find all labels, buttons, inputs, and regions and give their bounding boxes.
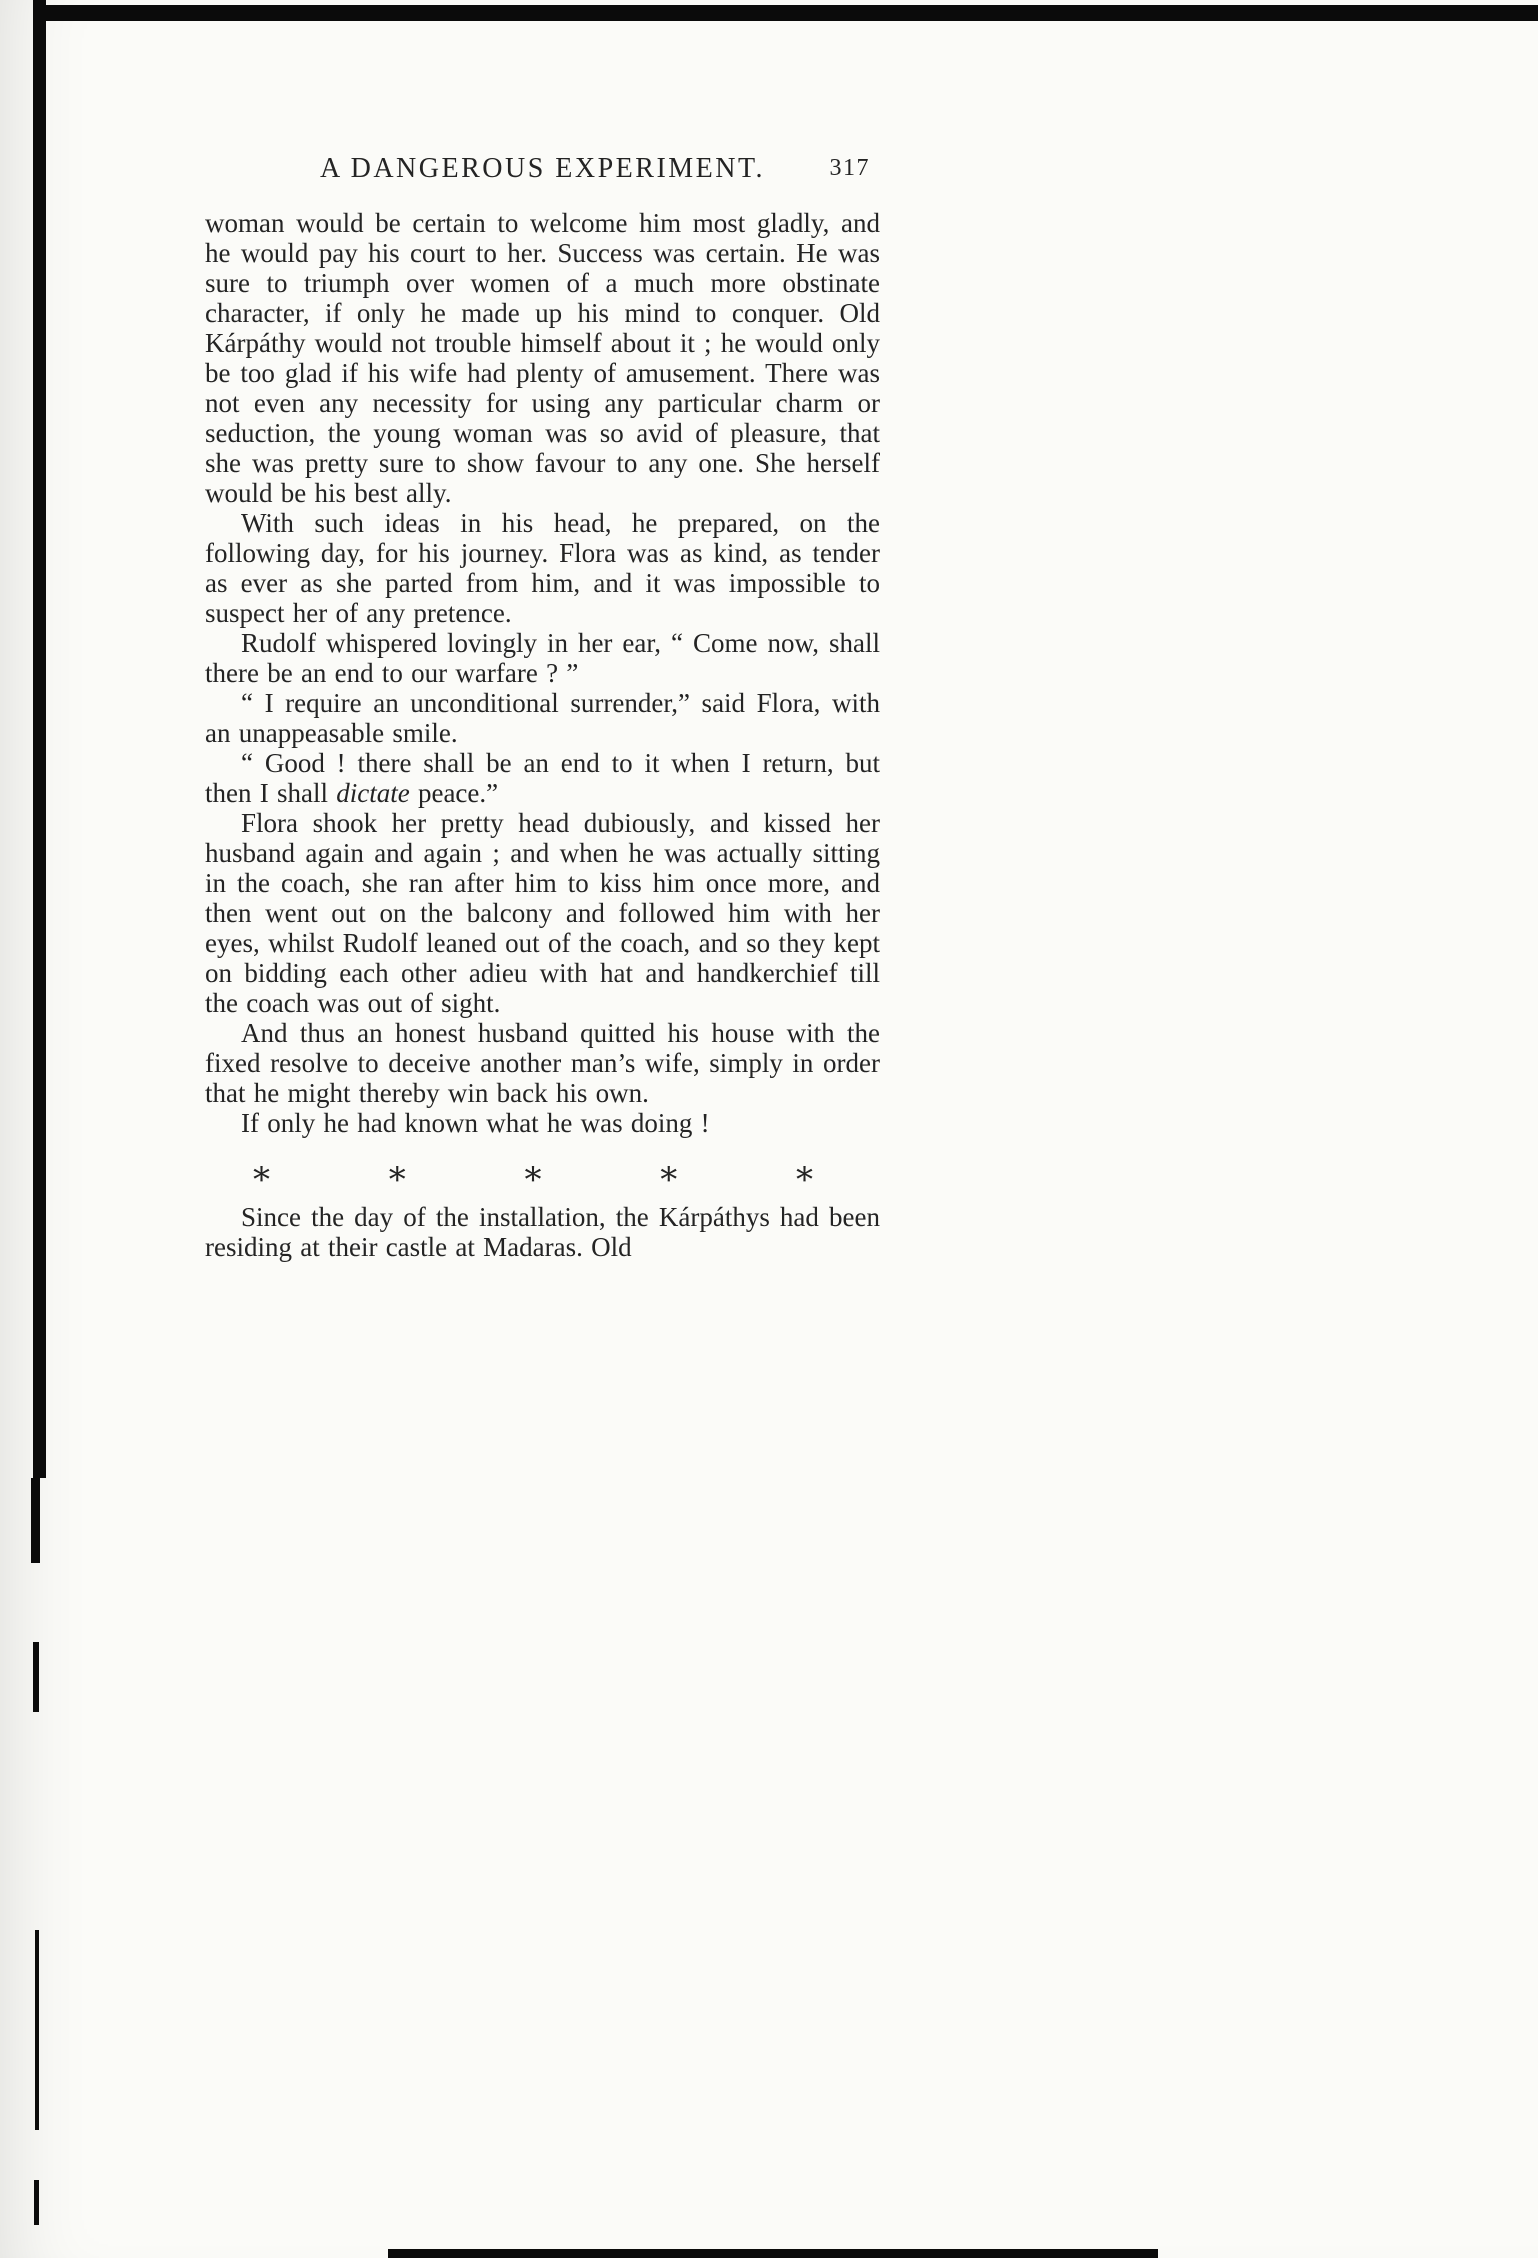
page-body <box>205 152 880 1262</box>
scan-edge-mark <box>35 1930 39 2130</box>
paragraph-7: And thus an honest husband quitted his house with the fixed resolve to deceive another man’s wife, simply in order that he might thereby win back his own. <box>205 1018 880 1108</box>
scan-edge-left <box>33 0 46 1478</box>
paragraph-5 <box>205 748 880 808</box>
asterisk-glyph: * <box>660 1160 678 1200</box>
asterisk-glyph: * <box>253 1160 270 1200</box>
paragraph-3: Rudolf whispered lovingly in her ear, “ Come now, shall there be an end to our warfare ? ” <box>205 628 880 688</box>
page-number: 317 <box>829 155 870 181</box>
paragraph-8: If only he had known what he was doing ! <box>241 1108 710 1138</box>
paragraph-4: “ I require an unconditional surrender,” said Flora, with an unappeasable smile. <box>205 688 880 748</box>
asterisk-glyph: * <box>388 1160 406 1200</box>
scan-edge-mark <box>34 2180 39 2225</box>
asterisk-glyph: * <box>796 1160 813 1200</box>
paragraph-6: Flora shook her pretty head dubiously, and kissed her husband again and again ; and when he was actually sitting in the coach, she ran after him to kiss him once more, and then went out on the balcony and followed him with her eyes, whilst Rudolf leaned out of the coach, and so they kept on bidding each other adieu with hat and handkerchief till the coach was out of sight. <box>205 808 880 1018</box>
running-title: A DANGEROUS EXPERIMENT. <box>319 153 766 184</box>
paragraph-2: With such ideas in his head, he prepared, on the following day, for his journey. Flora was as kind, as tender as ever as she parted from him, and it was impossible to suspect her of any pretence. <box>205 508 880 628</box>
paragraph-1: woman would be certain to welcome him most gladly, and he would pay his court to her. Success was certain. He was sure to triumph over women of a much more obstinate character, if only he made up his mind to conquer. Old Kárpáthy would not trouble himself about it ; he would only be too glad if his wife had plenty of amusement. There was not even any necessity for using any particular charm or seduction, the young woman was so avid of pleasure, that she was pretty sure to show favour to any one. She herself would be his best ally. <box>205 208 880 508</box>
page-header <box>205 152 880 186</box>
scan-edge-mark <box>33 1642 39 1712</box>
scan-edge-mark <box>31 1478 40 1563</box>
scan-edge-top <box>46 5 1538 21</box>
section-separator <box>253 1158 813 1200</box>
paragraph-5-text: “ Good ! there shall be an end to it when I return, but then I shall <box>205 748 880 808</box>
italic-word-dictate: dictate <box>336 778 410 808</box>
paragraph-9: Since the day of the installation, the Kárpáthys had been residing at their castle at Madaras. Old <box>205 1202 880 1262</box>
paragraph-5-text-end: peace.” <box>409 778 499 808</box>
scan-edge-bottom <box>388 2249 1158 2258</box>
asterisk-glyph: * <box>524 1160 542 1200</box>
